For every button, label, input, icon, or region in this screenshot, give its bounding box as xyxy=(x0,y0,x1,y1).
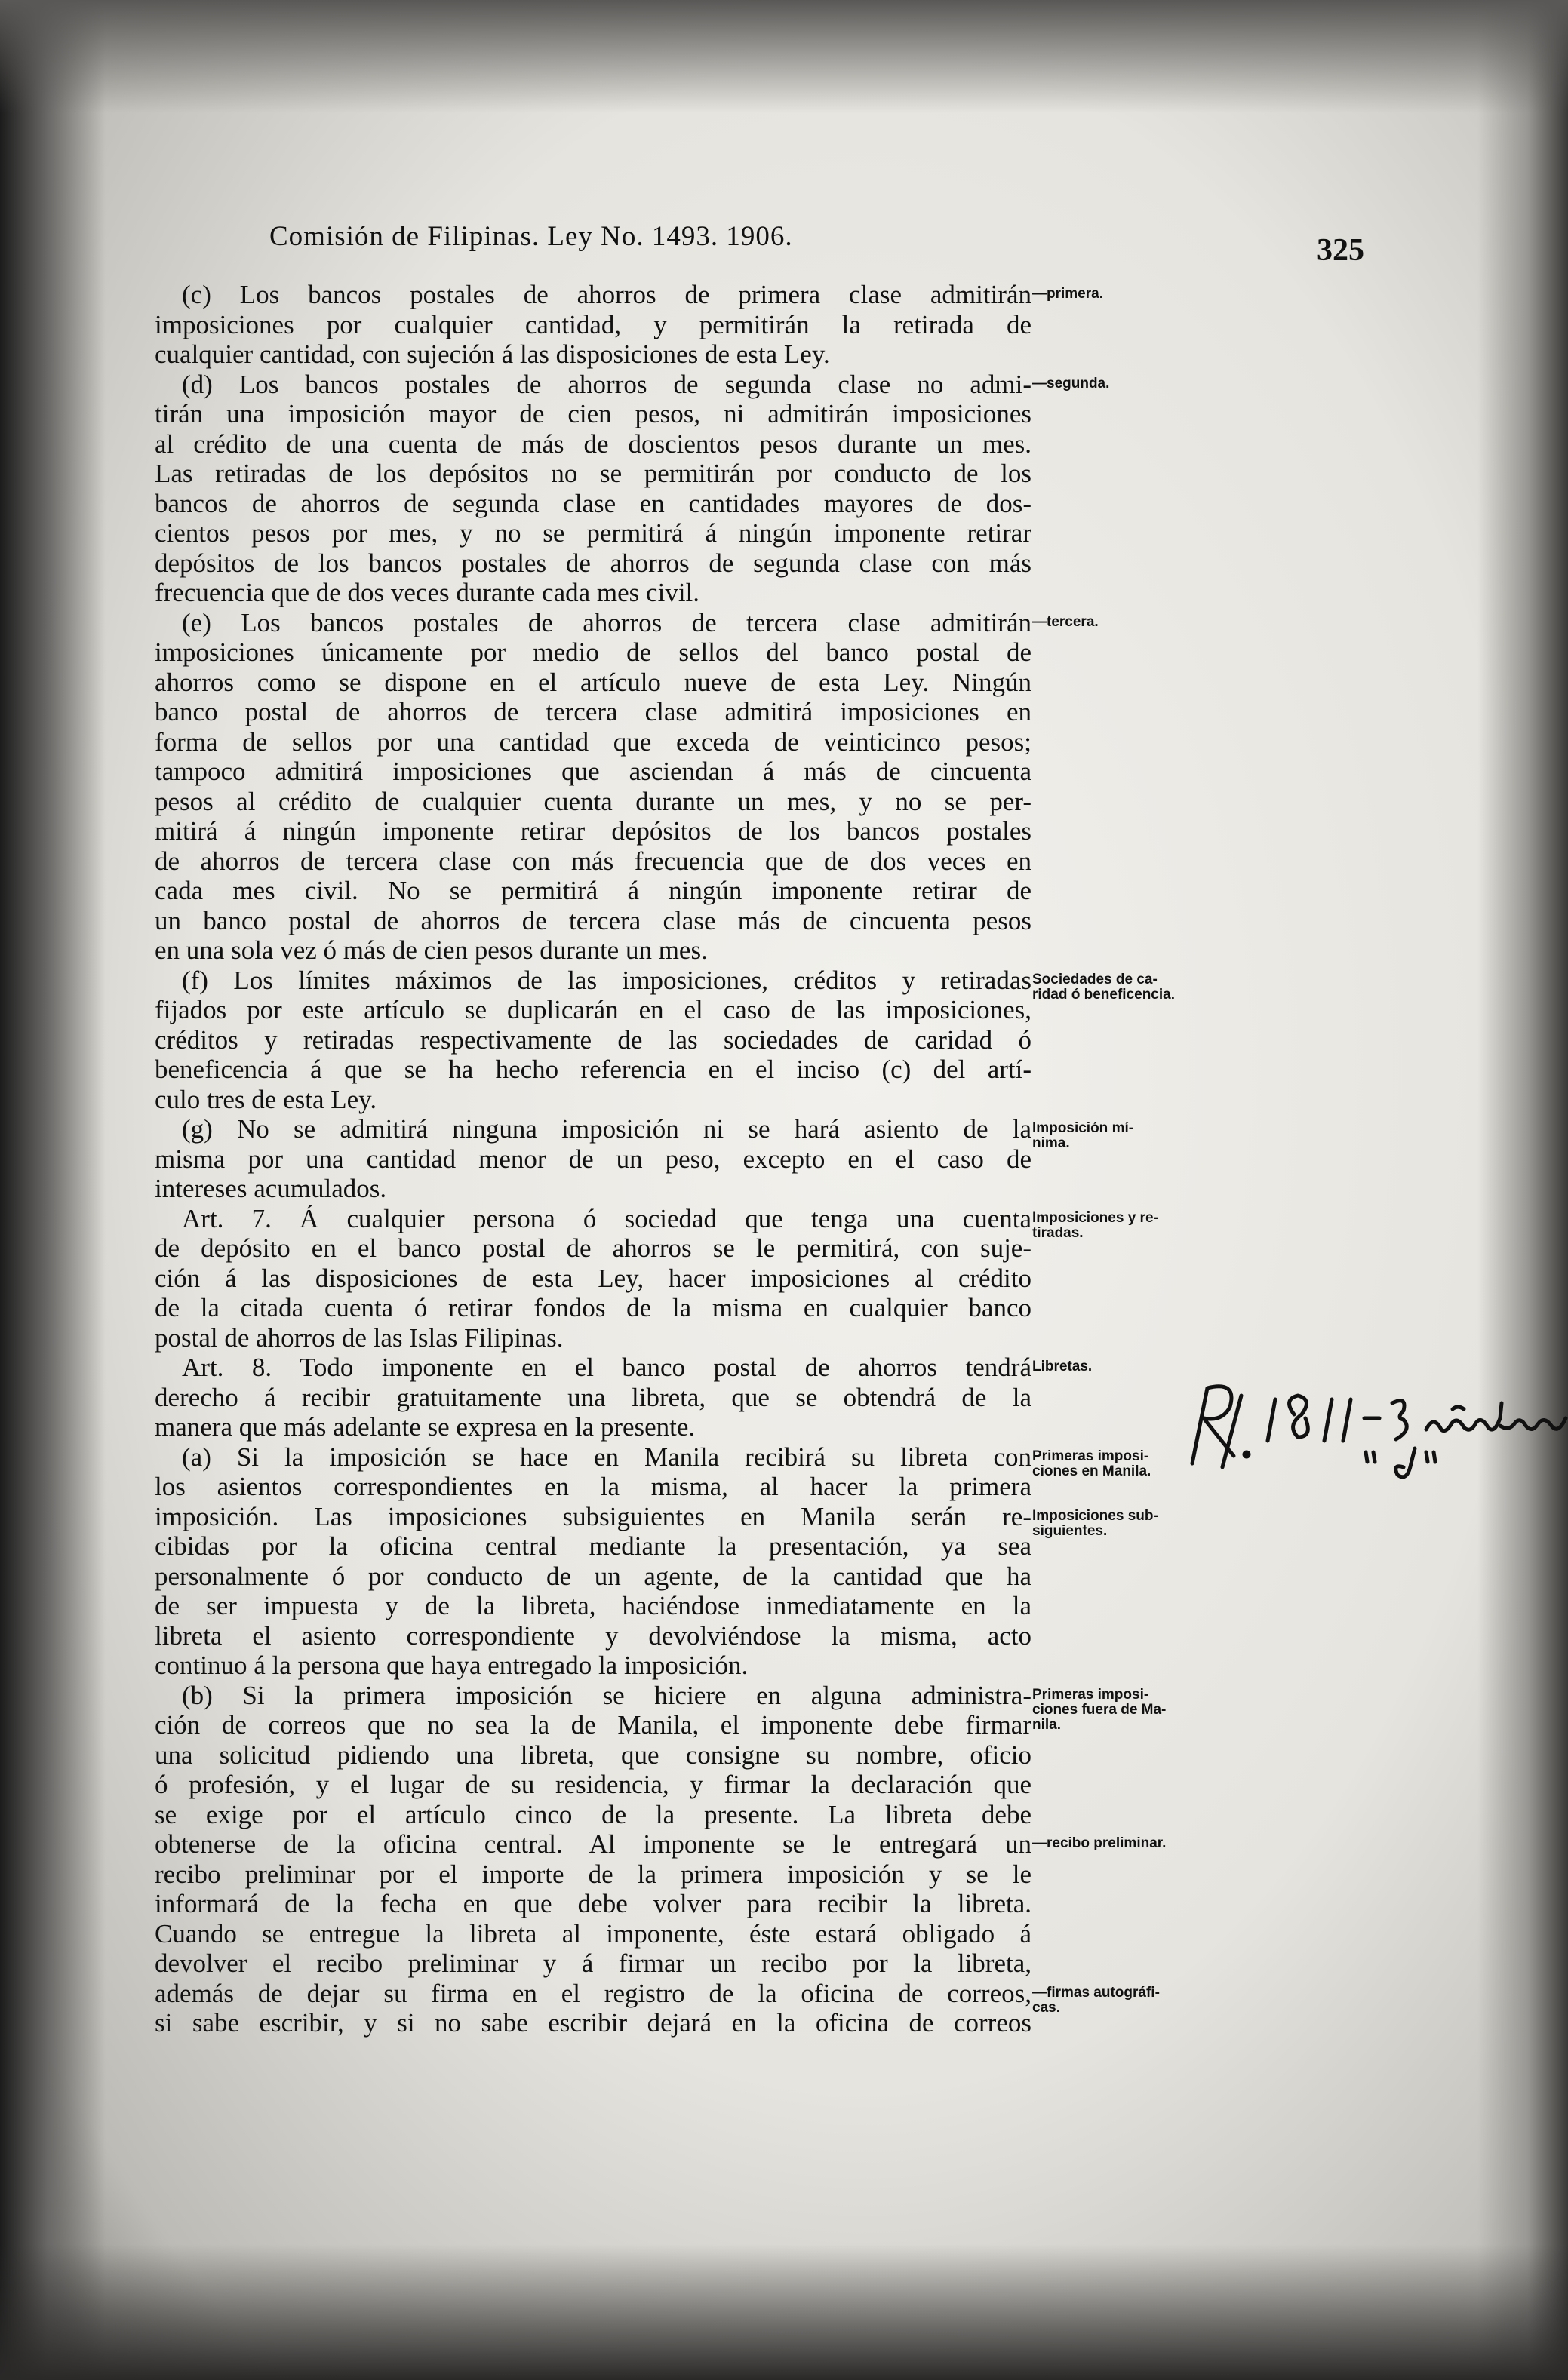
margin-note: —firmas autográfi- cas. xyxy=(1032,1985,1160,2016)
margin-note: —segunda. xyxy=(1032,376,1110,392)
text-line: tampoco admitirá imposiciones que asciendan á más de cincuenta xyxy=(155,757,1031,786)
text-line: en una sola vez ó más de cien pesos durante un mes. xyxy=(155,936,708,965)
text-line: créditos y retiradas respectivamente de las sociedades de caridad ó xyxy=(155,1026,1031,1055)
text-line: ción de correos que no sea la de Manila, el imponente debe firmar xyxy=(155,1711,1031,1740)
scan-shadow-left xyxy=(0,0,106,2380)
text-line: (b) Si la primera imposición se hiciere en alguna administra- xyxy=(182,1681,1031,1710)
text-line: forma de sellos por una cantidad que exceda de veinticinco pesos; xyxy=(155,728,1031,757)
text-line: culo tres de esta Ley. xyxy=(155,1086,377,1114)
margin-note: —recibo preliminar. xyxy=(1032,1835,1167,1851)
scan-shadow-bottom xyxy=(0,2244,1568,2380)
text-line: Las retiradas de los depósitos no se permitirán por conducto de los xyxy=(155,459,1031,488)
handwritten-annotation xyxy=(1177,1373,1568,1486)
text-line: un banco postal de ahorros de tercera clase más de cincuenta pesos xyxy=(155,907,1031,935)
page-number: 325 xyxy=(1317,233,1364,268)
scan-shadow-top xyxy=(0,0,1568,113)
margin-note: Imposición mí- nima. xyxy=(1032,1120,1134,1151)
margin-note: Imposiciones sub- siguientes. xyxy=(1032,1508,1158,1539)
text-line: personalmente ó por conducto de un agente, de la cantidad que ha xyxy=(155,1562,1031,1591)
text-line: de ahorros de tercera clase con más frecuencia que de dos veces en xyxy=(155,847,1031,876)
text-line: (c) Los bancos postales de ahorros de primera clase admitirán xyxy=(182,281,1031,309)
text-line: Cuando se entregue la libreta al imponente, éste estará obligado á xyxy=(155,1920,1031,1949)
text-line: imposiciones por cualquier cantidad, y permitirán la retirada de xyxy=(155,311,1031,339)
text-line: si sabe escribir, y si no sabe escribir dejará en la oficina de correos xyxy=(155,2009,1031,2038)
text-line: al crédito de una cuenta de más de doscientos pesos durante un mes. xyxy=(155,430,1031,459)
text-line: cualquier cantidad, con sujeción á las disposiciones de esta Ley. xyxy=(155,340,830,369)
text-line: de depósito en el banco postal de ahorros se le permitirá, con suje- xyxy=(155,1234,1031,1263)
text-line: tirán una imposición mayor de cien pesos, ni admitirán imposiciones xyxy=(155,400,1031,428)
text-line: de la citada cuenta ó retirar fondos de la misma en cualquier banco xyxy=(155,1294,1031,1322)
text-line: se exige por el artículo cinco de la presente. La libreta debe xyxy=(155,1801,1031,1829)
text-line: banco postal de ahorros de tercera clase admitirá imposiciones en xyxy=(155,698,1031,726)
text-line: frecuencia que de dos veces durante cada mes civil. xyxy=(155,579,700,607)
text-line: beneficencia á que se ha hecho referencia en el inciso (c) del artí- xyxy=(155,1055,1031,1084)
margin-note: Primeras imposi- ciones fuera de Ma- nila. xyxy=(1032,1687,1167,1733)
text-line: ción á las disposiciones de esta Ley, hacer imposiciones al crédito xyxy=(155,1264,1031,1293)
text-line: bancos de ahorros de segunda clase en cantidades mayores de dos- xyxy=(155,490,1031,518)
margin-note: —tercera. xyxy=(1032,614,1099,630)
text-line: cada mes civil. No se permitirá á ningún imponente retirar de xyxy=(155,877,1031,905)
text-line: ó profesión, y el lugar de su residencia, y firmar la declaración que xyxy=(155,1770,1031,1799)
margin-note: Imposiciones y re- tiradas. xyxy=(1032,1210,1158,1241)
text-line: imposición. Las imposiciones subsiguientes en Manila serán re- xyxy=(155,1503,1031,1531)
text-line: fijados por este artículo se duplicarán en el caso de las imposiciones, xyxy=(155,996,1031,1024)
text-line: ahorros como se dispone en el artículo nueve de esta Ley. Ningún xyxy=(155,668,1031,697)
text-line: cibidas por la oficina central mediante la presentación, ya sea xyxy=(155,1532,1031,1561)
text-line: postal de ahorros de las Islas Filipinas. xyxy=(155,1324,564,1353)
text-line: (f) Los límites máximos de las imposiciones, créditos y retiradas xyxy=(182,966,1031,995)
text-line: continuo á la persona que haya entregado la imposición. xyxy=(155,1651,749,1680)
text-line: (a) Si la imposición se hace en Manila recibirá su libreta con xyxy=(182,1443,1031,1472)
text-line: libreta el asiento correspondiente y devolviéndose la misma, acto xyxy=(155,1622,1031,1651)
text-line: derecho á recibir gratuitamente una libreta, que se obtendrá de la xyxy=(155,1383,1031,1412)
margin-note: Sociedades de ca- ridad ó beneficencia. xyxy=(1032,972,1175,1003)
text-line: informará de la fecha en que debe volver para recibir la libreta. xyxy=(155,1890,1031,1918)
running-head: Comisión de Filipinas. Ley No. 1493. 1906. xyxy=(269,221,793,252)
text-line: depósitos de los bancos postales de ahorros de segunda clase con más xyxy=(155,549,1031,578)
scan-shadow-right xyxy=(1477,0,1568,2380)
text-line: además de dejar su firma en el registro de la oficina de correos, xyxy=(155,1979,1031,2008)
text-line: devolver el recibo preliminar y á firmar un recibo por la libreta, xyxy=(155,1949,1031,1978)
text-line: los asientos correspondientes en la misma, al hacer la primera xyxy=(155,1473,1031,1501)
text-line: recibo preliminar por el importe de la primera imposición y se le xyxy=(155,1860,1031,1889)
text-line: pesos al crédito de cualquier cuenta durante un mes, y no se per- xyxy=(155,788,1031,816)
text-line: Art. 7. Á cualquier persona ó sociedad que tenga una cuenta xyxy=(182,1205,1031,1233)
margin-note: Primeras imposi- ciones en Manila. xyxy=(1032,1448,1151,1479)
text-line: imposiciones únicamente por medio de sellos del banco postal de xyxy=(155,638,1031,667)
text-line: (d) Los bancos postales de ahorros de segunda clase no admi- xyxy=(182,370,1031,399)
text-line: (g) No se admitirá ninguna imposición ni se hará asiento de la xyxy=(182,1115,1031,1144)
text-line: de ser impuesta y de la libreta, haciéndose inmediatamente en la xyxy=(155,1592,1031,1620)
margin-note: —primera. xyxy=(1032,286,1103,302)
margin-note: Libretas. xyxy=(1032,1359,1093,1374)
text-line: una solicitud pidiendo una libreta, que consigne su nombre, oficio xyxy=(155,1741,1031,1770)
text-line: intereses acumulados. xyxy=(155,1175,387,1203)
text-line: Art. 8. Todo imponente en el banco postal de ahorros tendrá xyxy=(182,1353,1031,1382)
text-line: (e) Los bancos postales de ahorros de tercera clase admitirán xyxy=(182,609,1031,637)
text-line: manera que más adelante se expresa en la presente. xyxy=(155,1413,696,1442)
text-line: obtenerse de la oficina central. Al imponente se le entregará un xyxy=(155,1830,1031,1859)
text-line: cientos pesos por mes, y no se permitirá á ningún imponente retirar xyxy=(155,519,1031,548)
text-line: mitirá á ningún imponente retirar depósitos de los bancos postales xyxy=(155,817,1031,846)
text-line: misma por una cantidad menor de un peso, excepto en el caso de xyxy=(155,1145,1031,1174)
